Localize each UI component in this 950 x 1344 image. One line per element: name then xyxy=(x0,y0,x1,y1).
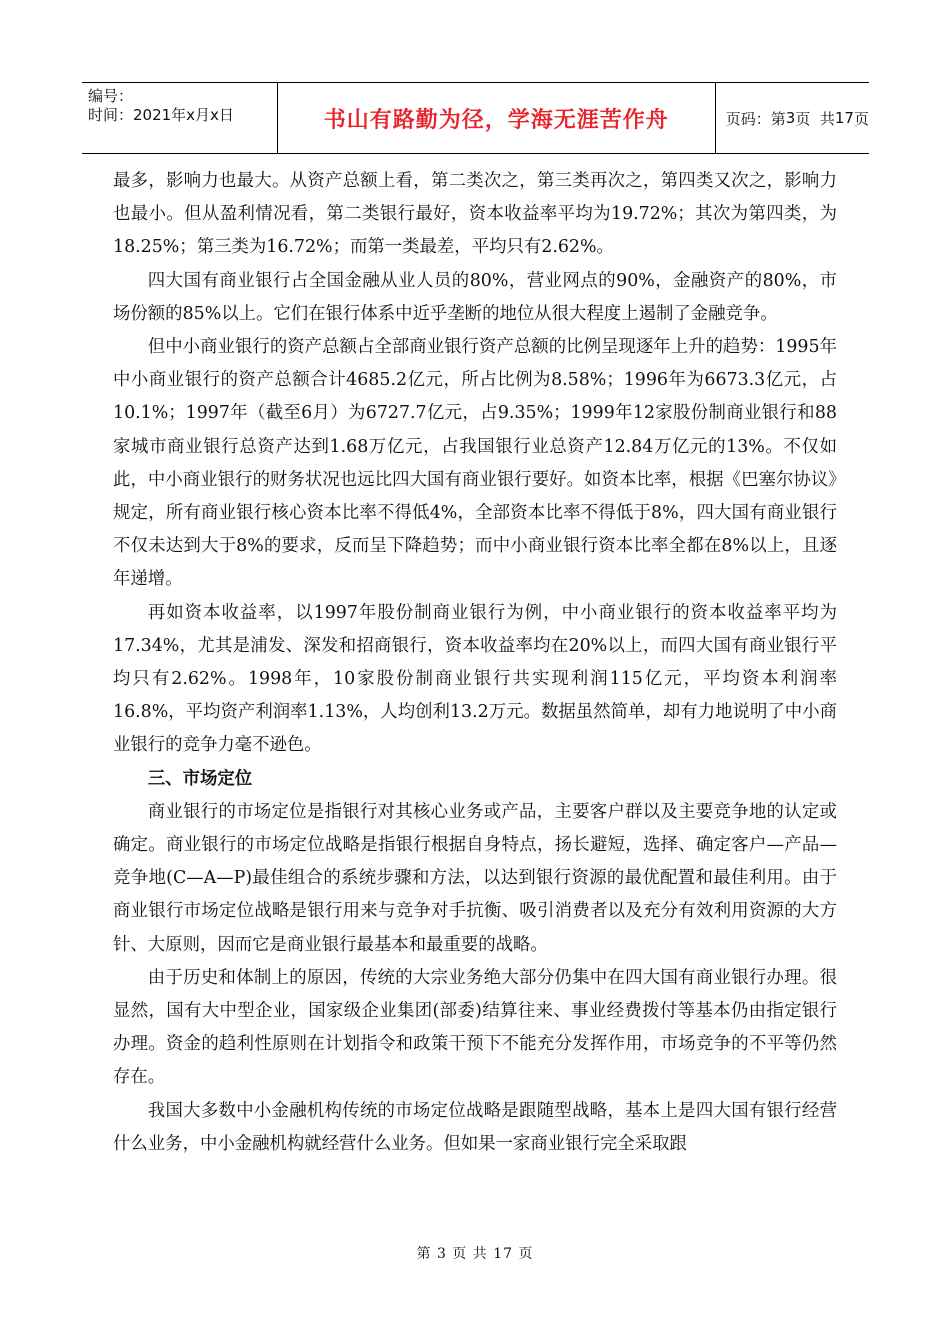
paragraph: 商业银行的市场定位是指银行对其核心业务或产品，主要客户群以及主要竞争地的认定或确定。商业银行的市场定位战略是指银行根据自身特点，扬长避短，选择、确定客户—产品—竞争地(C—A—P)最佳组合的系统步骤和方法，以达到银行资源的最优配置和最佳利用。由于商业银行市场定位战略是银行用来与竞争对手抗衡、吸引消费者以及充分有效利用资源的大方针、大原则，因而它是商业银行最基本和最重要的战略。 xyxy=(113,801,837,955)
paragraph: 最多，影响力也最大。从资产总额上看，第二类次之，第三类再次之，第四类又次之，影响力也最小。但从盈利情况看，第二类银行最好，资本收益率平均为19.72%；其次为第四类，为18.25%；第三类为16.72%；而第一类最差，平均只有2.62%。 xyxy=(113,171,837,258)
header-meta-cell xyxy=(82,83,278,153)
page-info-suffix: 页 xyxy=(853,109,869,128)
header-table xyxy=(82,82,869,154)
page-total: 17 xyxy=(834,109,854,127)
header-page-cell xyxy=(716,83,869,153)
page-info-prefix: 页码：第 xyxy=(725,109,786,128)
doc-number-label: 编号： xyxy=(88,87,134,105)
page-info-mid: 页 共 xyxy=(795,109,835,128)
section-heading: 三、市场定位 xyxy=(147,768,253,789)
paragraph: 由于历史和体制上的原因，传统的大宗业务绝大部分仍集中在四大国有商业银行办理。很显然，国有大中型企业，国家级企业集团(部委)结算往来、事业经费拨付等基本仍由指定银行办理。资金的趋利性原则在计划指令和政策干预下不能充分发挥作用，市场竞争的不平等仍然存在。 xyxy=(113,967,837,1088)
page-footer: 第 3 页 共 17 页 xyxy=(416,1246,534,1262)
motto-text: 书山有路勤为径，学海无涯苦作舟 xyxy=(323,107,669,133)
time-label: 时间：2021年x月x日 xyxy=(88,106,234,124)
header-motto-cell xyxy=(278,83,716,153)
paragraph: 再如资本收益率，以1997年股份制商业银行为例，中小商业银行的资本收益率平均为17.34%，尤其是浦发、深发和招商银行，资本收益率均在20%以上，而四大国有商业银行平均只有2.62%。1998年，10家股份制商业银行共实现利润115亿元，平均资本利润率16.8%，平均资产利润率1.13%，人均创利13.2万元。数据虽然简单，却有力地说明了中小商业银行的竞争力毫不逊色。 xyxy=(113,602,837,756)
paragraph: 四大国有商业银行占全国金融从业人员的80%，营业网点的90%，金融资产的80%，市场份额的85%以上。它们在银行体系中近乎垄断的地位从很大程度上遏制了金融竞争。 xyxy=(113,270,837,324)
document-body xyxy=(113,165,837,1161)
paragraph: 我国大多数中小金融机构传统的市场定位战略是跟随型战略，基本上是四大国有银行经营什么业务，中小金融机构就经营什么业务。但如果一家商业银行完全采取跟 xyxy=(113,1100,837,1154)
paragraph: 但中小商业银行的资产总额占全部商业银行资产总额的比例呈现逐年上升的趋势：1995年中小商业银行的资产总额合计4685.2亿元，所占比例为8.58%；1996年为6673.3亿元，占10.1%；1997年（截至6月）为6727.7亿元，占9.35%；1999年12家股份制商业银行和88家城市商业银行总资产达到1.68万亿元，占我国银行业总资产12.84万亿元的13%。不仅如此，中小商业银行的财务状况也远比四大国有商业银行要好。如资本比率，根据《巴塞尔协议》规定，所有商业银行核心资本比率不得低4%，全部资本比率不得低于8%，四大国有商业银行不仅未达到大于8%的要求，反而呈下降趋势；而中小商业银行资本比率全都在8%以上，且逐年递增。 xyxy=(113,337,837,590)
page-current: 3 xyxy=(785,109,796,127)
